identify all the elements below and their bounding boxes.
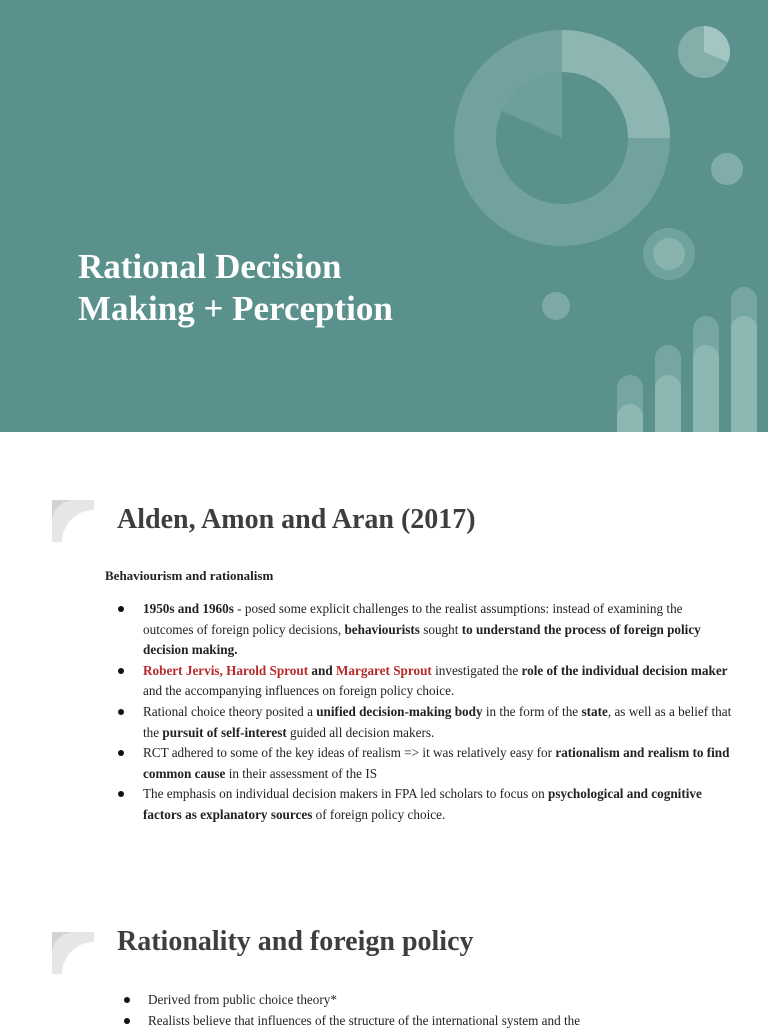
list-item: Derived from public choice theory* [148,990,738,1011]
section1-bullet-list [143,599,733,826]
bullet-text-segment: Rational choice theory posited a [143,703,317,719]
bullet-text-segment: 1950s and 1960s [143,601,234,616]
title-slide [0,0,768,432]
bullet-text-segment: The emphasis on individual decision makers in FPA led scholars to focus on [143,786,548,802]
section1-heading: Alden, Amon and Aran (2017) [117,504,476,535]
slide-title [78,246,393,330]
section1-subheading: Behaviourism and rationalism [105,568,274,583]
section2-bullet-list [148,990,738,1031]
title-line-1: Rational Decision [78,247,342,286]
section2-heading: Rationality and foreign policy [117,926,474,957]
bullet-text-segment: RCT adhered to some of the key ideas of realism => it was relatively easy for [143,745,556,761]
bullet-text-segment: and the accompanying influences on foreign policy choice. [143,683,455,699]
bullet-text-segment: rationalism and realism to find common cause [143,745,730,781]
bullet-text-segment: - posed some explicit challenges to the realist assumptions: instead of examining the outcomes of foreign policy decisions, [143,601,683,637]
bullet-text-segment: role of the individual decision maker [521,662,728,678]
bullet-text-segment: Margaret Sprout [335,662,432,678]
corner-arc-icon [52,500,96,544]
list-item: Realists believe that influences of the structure of the international system and the [148,1011,738,1031]
bullet-text-segment: behaviourists [344,621,420,637]
bullet-text-segment: pursuit of self-interest [162,724,287,740]
bullet-text-segment: sought [419,621,462,637]
bullet-text-segment: and [308,662,336,678]
bullet-text-segment: to understand the process of foreign policy decision making. [143,621,701,658]
bullet-text-segment: , as well as a belief that the [143,703,732,740]
decorative-charts-graphic [0,0,768,432]
list-item [143,743,733,784]
corner-arc-icon [52,932,96,976]
bullet-text-segment: guided all decision makers. [286,724,435,740]
bullet-text-segment: investigated the [431,662,522,678]
list-item [143,661,733,702]
bullet-text-segment: unified decision-making body [316,703,483,719]
bullet-text-segment: of foreign policy choice. [312,806,446,822]
list-item [143,599,733,661]
list-item [143,702,733,743]
bullet-text-segment: in their assessment of the IS [225,765,378,781]
list-item [143,784,733,825]
title-line-2: Making + Perception [78,289,393,328]
bullet-text-segment: psychological and cognitive factors as explanatory sources [143,786,702,822]
bullet-text-segment: state [581,703,608,719]
bullet-text-segment: Robert Jervis, Harold Sprout [143,662,309,678]
bullet-text-segment: in the form of the [482,703,582,719]
